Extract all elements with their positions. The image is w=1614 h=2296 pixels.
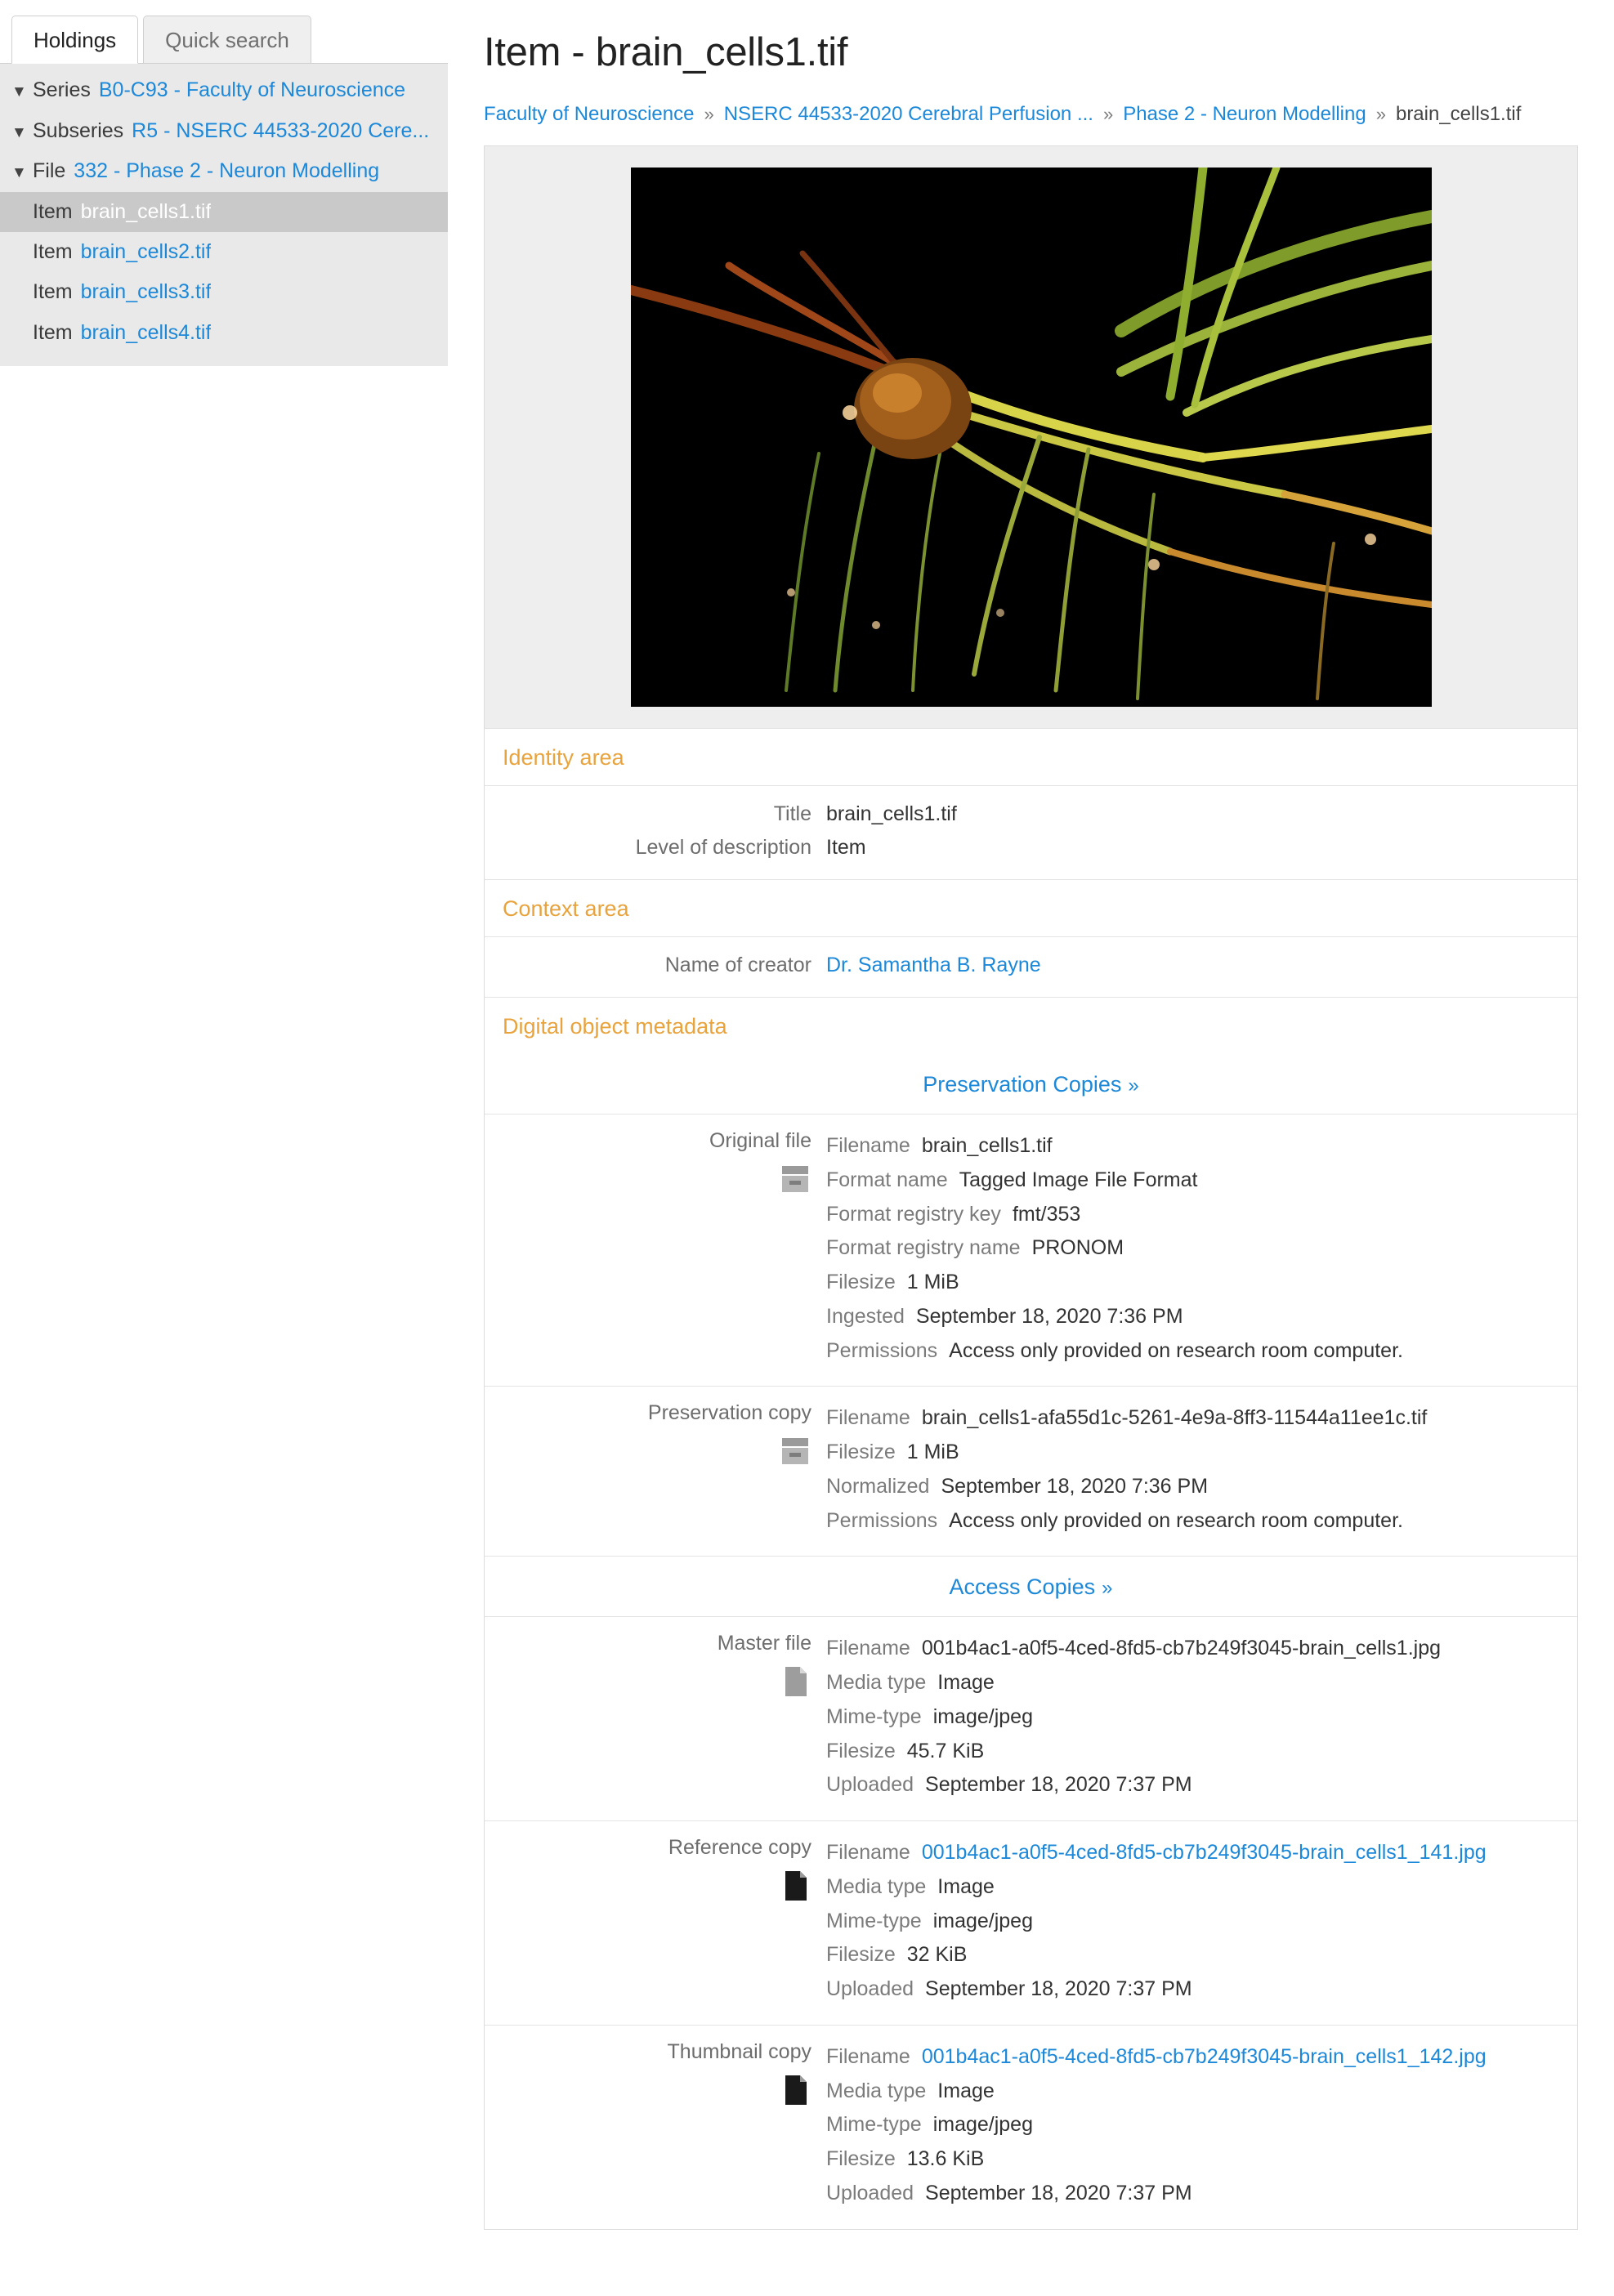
document-file-icon: [779, 1868, 811, 1904]
meta-key: Filesize: [826, 1943, 896, 1967]
meta-key: Media type: [826, 2079, 927, 2102]
field-value: brain_cells1.tif: [826, 802, 957, 825]
context-area-fields: [485, 937, 1577, 998]
meta-value: 1 MiB: [906, 1271, 959, 1293]
meta-value: [922, 2044, 1487, 2071]
item-detail-card: [484, 145, 1578, 2230]
field-label: Title: [773, 802, 811, 825]
meta-filesize: [826, 1938, 1577, 1972]
object-caption-block: [485, 1129, 826, 1368]
section-heading-identity-area: Identity area: [485, 729, 1577, 786]
tree-item-series[interactable]: [0, 70, 448, 111]
meta-value: September 18, 2020 7:37 PM: [925, 1773, 1192, 1797]
object-metadata-list: [826, 1401, 1577, 1538]
thumbnail-copy-link[interactable]: 001b4ac1-a0f5-4ced-8fd5-cb7b249f3045-brain_cells1_142.jpg: [921, 2044, 1487, 2068]
meta-key: Filename: [826, 1841, 910, 1864]
meta-key: Filesize: [826, 1739, 896, 1762]
document-file-icon: [779, 1664, 811, 1700]
tree-item-label[interactable]: brain_cells2.tif: [80, 240, 212, 264]
meta-permissions: [826, 1334, 1577, 1369]
tree-item-label[interactable]: R5 - NSERC 44533-2020 Cere...: [132, 118, 430, 142]
meta-value: 1 MiB: [906, 1441, 959, 1463]
field-value: [826, 954, 1041, 977]
tree-item-level: File: [33, 159, 66, 183]
digital-object-thumbnail-copy: [485, 2026, 1577, 2229]
meta-filename: [826, 1836, 1577, 1870]
caret-icon[interactable]: ▼: [11, 164, 27, 182]
object-metadata-list: [826, 1129, 1577, 1368]
meta-filesize: [826, 1436, 1577, 1470]
meta-value: image/jpeg: [932, 1704, 1033, 1728]
field-label: Name of creator: [664, 954, 811, 976]
reference-copy-link[interactable]: 001b4ac1-a0f5-4ced-8fd5-cb7b249f3045-brain_cells1_141.jpg: [921, 1841, 1487, 1864]
tree-item-label[interactable]: 332 - Phase 2 - Neuron Modelling: [74, 159, 380, 183]
meta-value: September 18, 2020 7:36 PM: [941, 1474, 1209, 1498]
meta-value: fmt/353: [1012, 1202, 1081, 1226]
tree-item-file[interactable]: [0, 151, 448, 192]
object-caption-block: [485, 1401, 826, 1538]
meta-filename: [826, 2040, 1577, 2075]
object-metadata-list: [826, 2040, 1577, 2211]
object-caption-block: [485, 2040, 826, 2211]
meta-filesize: [826, 1735, 1577, 1769]
breadcrumb-item-phase2[interactable]: Phase 2 - Neuron Modelling: [1123, 103, 1366, 125]
meta-value: Image: [937, 1874, 995, 1898]
meta-media-type: [826, 2075, 1577, 2109]
meta-filesize: [826, 1266, 1577, 1300]
tree-item-level: Item: [33, 199, 73, 223]
caret-icon[interactable]: ▼: [11, 83, 27, 101]
meta-filename: [826, 1401, 1577, 1436]
tree-item-label[interactable]: brain_cells1.tif: [80, 199, 212, 223]
meta-filename: [826, 1129, 1577, 1164]
breadcrumb-separator-icon: »: [1375, 104, 1386, 124]
tab-holdings[interactable]: Holdings: [11, 16, 138, 64]
holdings-tree: [0, 64, 448, 366]
meta-key: Media type: [826, 1874, 927, 1898]
meta-value: 45.7 KiB: [906, 1739, 985, 1762]
meta-key: Filename: [826, 1134, 910, 1157]
meta-key: Filesize: [826, 1441, 896, 1463]
digital-object-original-file: [485, 1114, 1577, 1387]
archive-file-icon: [779, 1433, 811, 1469]
meta-value: image/jpeg: [932, 2113, 1033, 2137]
field-level-of-description: [485, 831, 1577, 864]
meta-key: Uploaded: [826, 1773, 914, 1797]
meta-key: Format registry name: [826, 1236, 1021, 1260]
meta-key: Filesize: [826, 1271, 896, 1293]
meta-key: Normalized: [826, 1474, 930, 1498]
sidebar: [0, 0, 448, 366]
chevron-right-icon[interactable]: »: [1102, 1577, 1113, 1600]
breadcrumb: [484, 103, 1578, 126]
object-caption: Thumbnail copy: [667, 2039, 811, 2063]
meta-key: Media type: [826, 1671, 927, 1694]
section-heading-context-area: Context area: [485, 880, 1577, 937]
meta-value: Image: [937, 2079, 995, 2102]
meta-key: Uploaded: [826, 2181, 914, 2204]
page-title: Item - brain_cells1.tif: [484, 30, 848, 74]
digital-object-reference-copy: [485, 1821, 1577, 2026]
meta-key: Filename: [826, 2044, 910, 2068]
creator-link[interactable]: Dr. Samantha B. Rayne: [826, 954, 1041, 976]
digital-object-master-file: [485, 1617, 1577, 1821]
meta-value: 001b4ac1-a0f5-4ced-8fd5-cb7b249f3045-brain_cells1.jpg: [921, 1637, 1442, 1660]
meta-value: Image: [937, 1671, 995, 1694]
meta-value: Access only provided on research room computer.: [949, 1508, 1403, 1532]
object-caption: Original file: [709, 1129, 811, 1152]
tree-item-level: Item: [33, 240, 73, 264]
object-caption-block: [485, 1632, 826, 1802]
neuron-image[interactable]: [631, 168, 1432, 707]
meta-value: 13.6 KiB: [906, 2147, 985, 2170]
tree-item-level: Item: [33, 280, 73, 304]
chevron-right-icon[interactable]: »: [1128, 1074, 1139, 1097]
meta-value: brain_cells1.tif: [921, 1134, 1053, 1157]
meta-key: Filesize: [826, 2147, 896, 2170]
tree-item-subseries[interactable]: [0, 111, 448, 152]
meta-value: brain_cells1-afa55d1c-5261-4e9a-8ff3-11544a11ee1c.tif: [921, 1406, 1428, 1430]
meta-ingested: [826, 1300, 1577, 1334]
tree-item-brain-cells2[interactable]: [0, 232, 448, 272]
meta-key: Format registry key: [826, 1202, 1001, 1226]
breadcrumb-item-faculty[interactable]: Faculty of Neuroscience: [484, 103, 695, 125]
tree-item-brain-cells4[interactable]: [0, 313, 448, 353]
breadcrumb-item-nserc[interactable]: NSERC 44533-2020 Cerebral Perfusion ...: [723, 103, 1093, 125]
group-heading-label[interactable]: Access Copies: [949, 1575, 1096, 1600]
object-caption: Preservation copy: [647, 1401, 811, 1425]
document-file-icon: [779, 2072, 811, 2108]
meta-format-registry-name: [826, 1231, 1577, 1266]
section-heading-digital-object-metadata: Digital object metadata: [503, 1014, 727, 1039]
field-label: Level of description: [635, 836, 811, 859]
meta-value: September 18, 2020 7:37 PM: [925, 1977, 1192, 2000]
meta-filesize: [826, 2142, 1577, 2177]
meta-key: Format name: [826, 1168, 948, 1191]
archive-file-icon: [779, 1161, 811, 1197]
meta-uploaded: [826, 1972, 1577, 2007]
meta-key: Mime-type: [826, 1704, 922, 1728]
object-metadata-list: [826, 1632, 1577, 1802]
identity-area-fields: [485, 786, 1577, 880]
object-caption: Master file: [717, 1632, 811, 1655]
object-caption-block: [485, 1836, 826, 2007]
meta-mime-type: [826, 1905, 1577, 1939]
tree-item-brain-cells3[interactable]: [0, 272, 448, 312]
meta-key: Mime-type: [826, 2113, 922, 2137]
meta-value: [922, 1839, 1487, 1867]
field-name-of-creator: [485, 949, 1577, 982]
meta-key: Filename: [826, 1406, 910, 1430]
tree-item-label[interactable]: brain_cells4.tif: [80, 320, 212, 344]
tree-item-level: Item: [33, 320, 73, 344]
breadcrumb-separator-icon: »: [1102, 104, 1114, 124]
object-metadata-list: [826, 1836, 1577, 2007]
meta-value: PRONOM: [1031, 1236, 1124, 1260]
caret-icon[interactable]: ▼: [11, 123, 27, 141]
main-content: [448, 0, 1614, 2262]
meta-normalized: [826, 1470, 1577, 1504]
breadcrumb-item-current: brain_cells1.tif: [1395, 103, 1522, 125]
object-caption: Reference copy: [668, 1836, 811, 1859]
breadcrumb-separator-icon: »: [704, 104, 714, 124]
digital-object-preview: [485, 146, 1577, 729]
meta-permissions: [826, 1504, 1577, 1539]
meta-value: 32 KiB: [906, 1943, 968, 1967]
meta-value: image/jpeg: [932, 1909, 1033, 1932]
meta-mime-type: [826, 2108, 1577, 2142]
sidebar-tabs: [0, 0, 448, 64]
meta-key: Ingested: [826, 1304, 905, 1328]
tree-item-level: Subseries: [33, 118, 124, 142]
meta-value: September 18, 2020 7:37 PM: [925, 2181, 1192, 2204]
meta-format-name: [826, 1164, 1577, 1198]
meta-media-type: [826, 1666, 1577, 1700]
field-value: Item: [826, 836, 866, 859]
meta-value: Tagged Image File Format: [959, 1168, 1198, 1191]
group-heading-preservation-copies[interactable]: [485, 1054, 1577, 1114]
tree-item-level: Series: [33, 78, 91, 101]
field-title: [485, 797, 1577, 831]
meta-value: September 18, 2020 7:36 PM: [915, 1304, 1183, 1328]
meta-uploaded: [826, 2177, 1577, 2211]
tree-item-label[interactable]: B0-C93 - Faculty of Neuroscience: [98, 78, 406, 101]
group-heading-access-copies[interactable]: [485, 1557, 1577, 1617]
meta-key: Uploaded: [826, 1977, 914, 2000]
meta-key: Mime-type: [826, 1909, 922, 1932]
digital-object-preservation-copy: [485, 1387, 1577, 1557]
meta-key: Permissions: [826, 1338, 938, 1362]
meta-mime-type: [826, 1700, 1577, 1735]
tree-item-label[interactable]: brain_cells3.tif: [80, 280, 212, 304]
meta-value: Access only provided on research room computer.: [949, 1338, 1403, 1362]
meta-key: Permissions: [826, 1508, 938, 1532]
group-heading-label[interactable]: Preservation Copies: [923, 1072, 1122, 1097]
tab-quick-search[interactable]: Quick search: [143, 16, 311, 63]
tree-item-brain-cells1[interactable]: [0, 192, 448, 232]
meta-uploaded: [826, 1768, 1577, 1802]
meta-filename: [826, 1632, 1577, 1666]
meta-media-type: [826, 1870, 1577, 1905]
meta-format-registry-key: [826, 1198, 1577, 1232]
meta-key: Filename: [826, 1637, 910, 1660]
